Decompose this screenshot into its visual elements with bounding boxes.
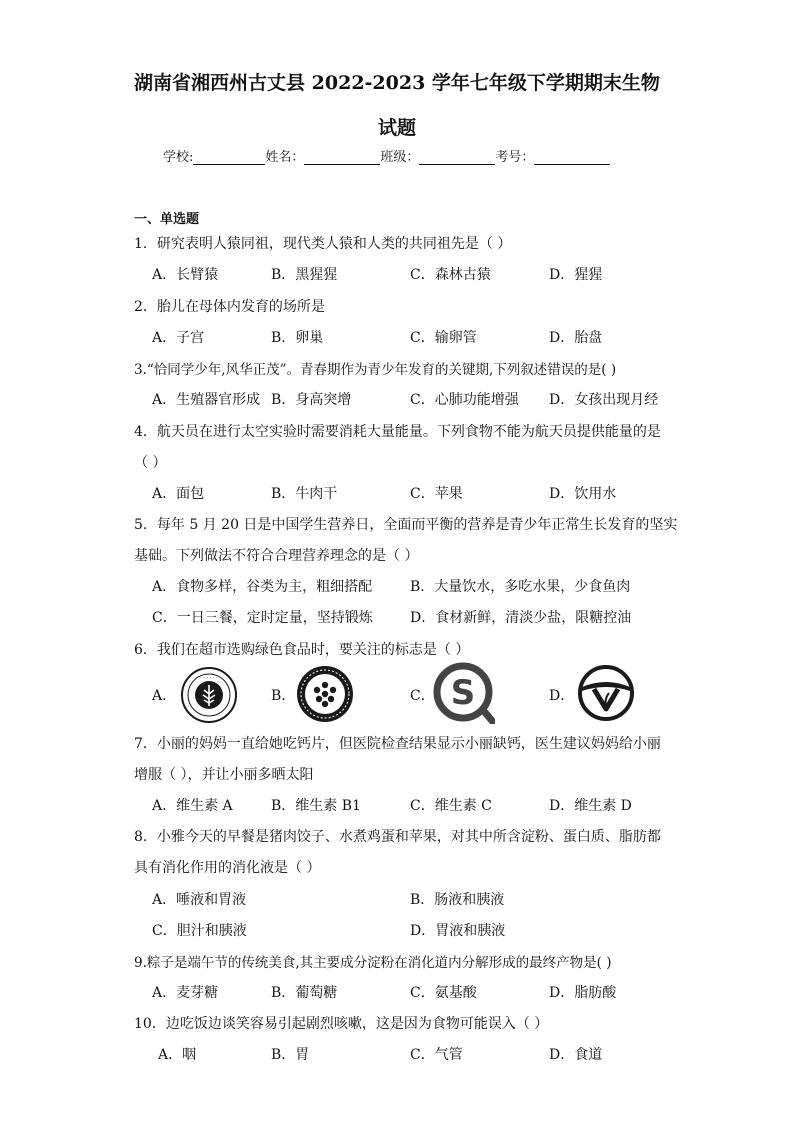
- q3-option-d: D．女孩出现月经: [549, 392, 659, 408]
- q7-option-b: B．维生素 B1: [271, 798, 361, 814]
- school-blank: [193, 151, 265, 165]
- question-8-stem-line1: 8．小雅今天的早餐是猪肉饺子、水煮鸡蛋和苹果，对其中所含淀粉、蛋白质、脂肪都: [134, 829, 661, 845]
- student-info-row: [163, 146, 610, 165]
- q7-option-a: A．维生素 A: [152, 798, 233, 814]
- exam-no-blank: [534, 151, 610, 165]
- school-label: 学校:: [163, 150, 194, 165]
- q9-option-a: A．麦芽糖: [152, 985, 219, 1001]
- q8-option-a: A．唾液和胃液: [152, 892, 247, 908]
- name-label: 姓名：: [265, 150, 305, 165]
- q4-option-b: B．牛肉干: [271, 486, 338, 502]
- q6-option-a: A．: [152, 688, 177, 704]
- green-food-logo: [576, 665, 636, 721]
- question-8-stem-line2: 具有消化作用的消化液是（ ）: [134, 860, 321, 876]
- q8-option-b: B．肠液和胰液: [410, 892, 505, 908]
- q2-option-d: D．胎盘: [549, 330, 603, 346]
- q6-option-d: D．: [549, 688, 575, 704]
- q8-option-d: D．胃液和胰液: [410, 923, 506, 939]
- exam-no-label: 考号：: [495, 150, 535, 165]
- q1-option-c: C．森林古猿: [410, 267, 491, 283]
- q9-option-c: C．氨基酸: [410, 985, 477, 1001]
- q10-option-a: A．咽: [158, 1047, 197, 1063]
- question-10-stem: 10．边吃饭边谈笑容易引起剧烈咳嗽，这是因为食物可能误入（ ）: [134, 1016, 549, 1032]
- q8-option-c: C．胆汁和胰液: [152, 923, 247, 939]
- q10-option-c: C．气管: [410, 1047, 463, 1063]
- q1-option-d: D．猩猩: [549, 267, 603, 283]
- q7-option-d: D．维生素 D: [549, 798, 632, 814]
- q2-option-b: B．卵巢: [271, 330, 324, 346]
- q2-option-c: C．输卵管: [410, 330, 477, 346]
- question-1-stem: 1．研究表明人猿同祖，现代类人猿和人类的共同祖先是（ ）: [134, 236, 512, 252]
- q5-option-a: A．食物多样，谷类为主，粗细搭配: [152, 579, 373, 595]
- question-7-stem-line2: 增服（ ），并让小丽多晒太阳: [134, 767, 314, 783]
- q1-option-b: B．黑猩猩: [271, 267, 338, 283]
- q3-option-b: B．身高突增: [271, 392, 352, 408]
- q5-option-b: B．大量饮水，多吃水果，少食鱼肉: [410, 579, 631, 595]
- question-5-stem-line1: 5．每年 5 月 20 日是中国学生营养日，全面而平衡的营养是青少年正常生长发育的坚实: [134, 517, 678, 533]
- svg-text:· · · · · ·: · · · · · ·: [200, 675, 218, 681]
- q5-option-d: D．食材新鲜，清淡少盐，限糖控油: [410, 610, 632, 626]
- section-heading: 一、单选题: [134, 212, 200, 227]
- name-blank: [304, 151, 380, 165]
- q10-option-b: B．胃: [271, 1047, 310, 1063]
- organic-product-logo: [180, 666, 238, 724]
- exam-title-line1: 湖南省湘西州古丈县 2022-2023 学年七年级下学期期末生物: [134, 72, 660, 94]
- q4-option-d: D．饮用水: [549, 486, 617, 502]
- question-6-stem: 6．我们在超市选购绿色食品时，要关注的标志是（ ）: [134, 642, 470, 658]
- q6-option-c: C．: [410, 688, 435, 704]
- q3-option-a: A．生殖器官形成: [152, 392, 261, 408]
- q4-option-c: C．苹果: [410, 486, 463, 502]
- class-blank: [419, 151, 495, 165]
- q9-option-d: D．脂肪酸: [549, 985, 617, 1001]
- question-7-stem-line1: 7．小丽的妈妈一直给她吃钙片，但医院检查结果显示小丽缺钙，医生建议妈妈给小丽: [134, 736, 661, 752]
- svg-text:S: S: [450, 673, 476, 713]
- question-2-stem: 2．胎儿在母体内发育的场所是: [134, 299, 325, 315]
- china-environmental-label-logo: [295, 664, 355, 724]
- q5-option-c: C．一日三餐，定时定量，坚持锻炼: [152, 610, 373, 626]
- q2-option-a: A．子宫: [152, 330, 205, 346]
- q6-option-b: B．: [271, 688, 296, 704]
- question-9-stem: 9.粽子是端午节的传统美食,其主要成分淀粉在消化道内分解形成的最终产物是( ): [134, 955, 612, 971]
- class-label: 班级：: [380, 150, 420, 165]
- exam-title-line2: 试题: [377, 117, 416, 139]
- question-3-stem: 3.“恰同学少年,风华正茂”。青春期作为青少年发育的关键期,下列叙述错误的是( ): [134, 362, 617, 378]
- q10-option-d: D．食道: [549, 1047, 603, 1063]
- question-4-stem-line2: （ ）: [134, 455, 167, 471]
- q1-option-a: A．长臂猿: [152, 267, 219, 283]
- q7-option-c: C．维生素 C: [410, 798, 492, 814]
- question-4-stem-line1: 4．航天员在进行太空实验时需要消耗大量能量。下列食物不能为航天员提供能量的是: [134, 424, 661, 440]
- q4-option-a: A．面包: [152, 486, 205, 502]
- q3-option-c: C．心肺功能增强: [410, 392, 519, 408]
- question-5-stem-line2: 基础。下列做法不符合合理营养理念的是（ ）: [134, 548, 419, 564]
- quality-safety-qs-logo: [433, 662, 495, 724]
- q9-option-b: B．葡萄糖: [271, 985, 338, 1001]
